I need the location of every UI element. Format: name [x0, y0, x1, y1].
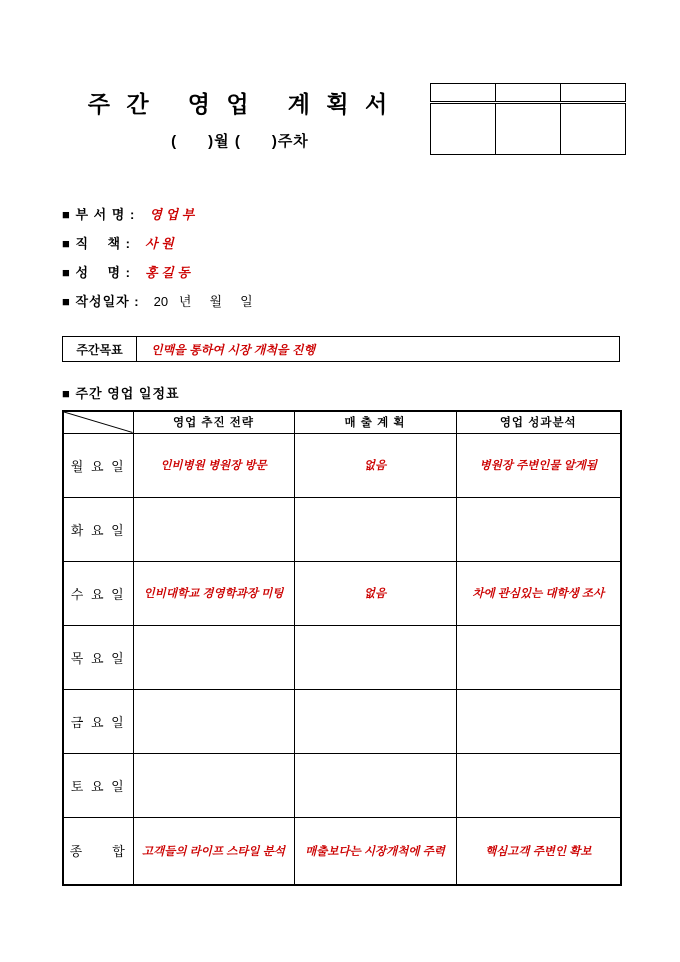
field-date	[62, 290, 253, 310]
approval-signature-cell	[496, 103, 561, 155]
page-subtitle: ( )월 ( )주차	[171, 133, 309, 150]
diagonal-corner-cell	[63, 411, 133, 433]
strategy-cell: 인비병원 병원장 방문	[133, 433, 294, 497]
approval-signature-cell	[431, 103, 496, 155]
strategy-cell: 고객들의 라이프 스타일 분석	[133, 817, 294, 885]
approval-header-cell	[561, 84, 626, 103]
approval-signature-cell	[561, 103, 626, 155]
performance-cell	[456, 497, 621, 561]
strategy-cell	[133, 689, 294, 753]
field-name	[62, 261, 190, 281]
schedule-header-row	[63, 411, 621, 433]
schedule-row-thursday	[63, 625, 621, 689]
sales-plan-cell: 없음	[294, 433, 456, 497]
sales-plan-cell	[294, 625, 456, 689]
sales-plan-cell: 없음	[294, 561, 456, 625]
schedule-row-friday	[63, 689, 621, 753]
weekly-goal-box	[62, 336, 620, 362]
field-position-value: 사 원	[144, 235, 174, 251]
sales-plan-cell	[294, 689, 456, 753]
field-name-label: ■ 성 명 :	[62, 264, 131, 280]
day-label: 토 요 일	[63, 753, 133, 817]
column-header-strategy: 영업 추진 전략	[133, 411, 294, 433]
weekly-goal-value: 인맥을 통하여 시장 개척을 진행	[151, 342, 316, 357]
day-label: 수 요 일	[63, 561, 133, 625]
performance-cell	[456, 625, 621, 689]
field-name-value: 홍 길 동	[144, 264, 190, 280]
field-date-value: 20 년 월 일	[153, 293, 253, 309]
field-position	[62, 232, 174, 252]
day-label: 금 요 일	[63, 689, 133, 753]
field-department	[62, 203, 194, 223]
strategy-cell	[133, 753, 294, 817]
performance-cell: 차에 관심있는 대학생 조사	[456, 561, 621, 625]
field-position-label: ■ 직 책 :	[62, 235, 131, 251]
weekly-goal-label: 주간목표	[63, 337, 137, 361]
page-title: 주 간 영 업 계 획 서	[87, 91, 393, 117]
day-label: 화 요 일	[63, 497, 133, 561]
field-department-label: ■ 부 서 명 :	[62, 206, 136, 222]
sales-plan-cell	[294, 753, 456, 817]
day-label: 목 요 일	[63, 625, 133, 689]
approval-signature-row	[431, 103, 626, 155]
performance-cell	[456, 689, 621, 753]
performance-cell	[456, 753, 621, 817]
day-label: 종 합	[63, 817, 133, 885]
column-header-sales-plan: 매 출 계 획	[294, 411, 456, 433]
strategy-cell	[133, 497, 294, 561]
schedule-row-saturday	[63, 753, 621, 817]
field-date-label: ■ 작성일자 :	[62, 293, 140, 309]
strategy-cell	[133, 625, 294, 689]
schedule-row-wednesday	[63, 561, 621, 625]
sales-plan-cell: 매출보다는 시장개척에 주력	[294, 817, 456, 885]
schedule-table	[62, 410, 622, 886]
diagonal-line-icon	[64, 412, 133, 433]
schedule-section-title: ■ 주간 영업 일정표	[62, 386, 180, 401]
performance-cell: 병원장 주변인물 알게됨	[456, 433, 621, 497]
field-department-value: 영 업 부	[149, 206, 195, 222]
approval-header-cell	[496, 84, 561, 103]
column-header-performance: 영업 성과분석	[456, 411, 621, 433]
schedule-row-tuesday	[63, 497, 621, 561]
sales-plan-cell	[294, 497, 456, 561]
approval-header-cell	[431, 84, 496, 103]
schedule-row-monday	[63, 433, 621, 497]
title-block	[70, 86, 410, 151]
strategy-cell: 인비대학교 경영학과장 미팅	[133, 561, 294, 625]
performance-cell: 핵심고객 주변인 확보	[456, 817, 621, 885]
approval-header-row	[431, 84, 626, 103]
schedule-row-summary	[63, 817, 621, 885]
day-label: 월 요 일	[63, 433, 133, 497]
approval-table	[430, 83, 626, 155]
